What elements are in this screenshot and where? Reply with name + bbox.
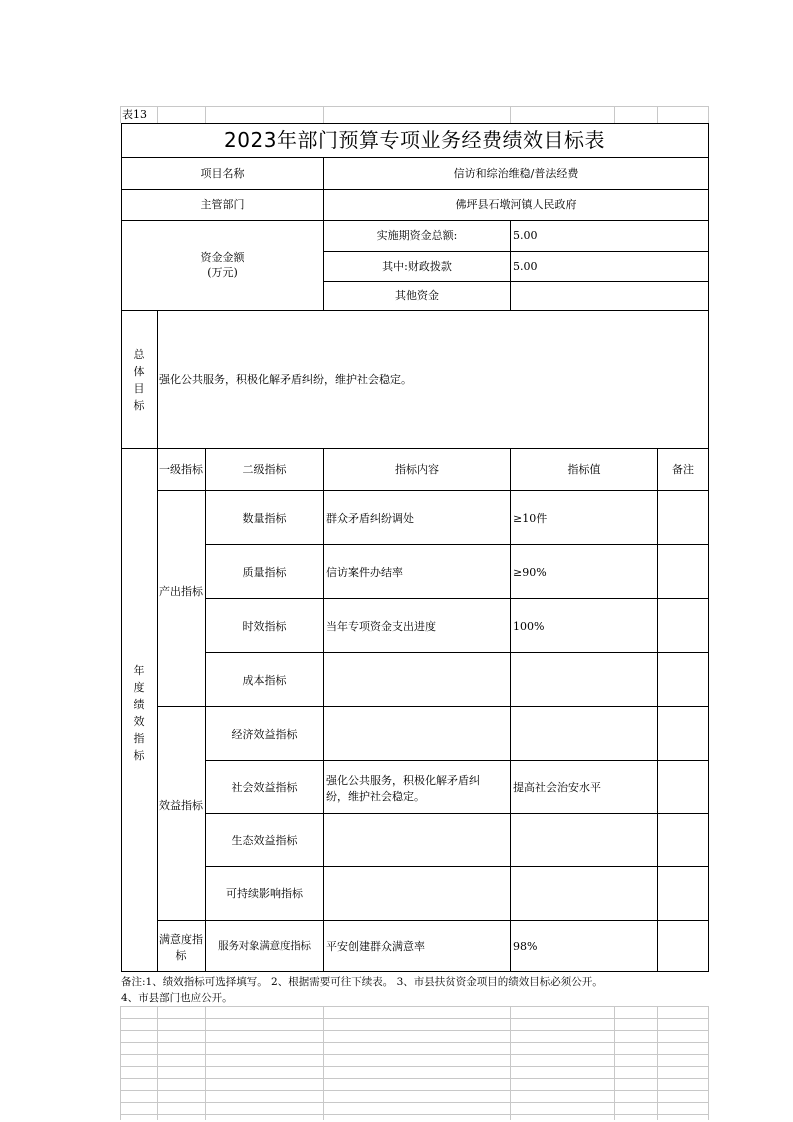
grid-line <box>120 1018 709 1019</box>
header-content: 指标内容 <box>395 463 439 476</box>
header-level1: 一级指标 <box>159 463 203 476</box>
department-value: 佛坪县石墩河镇人民政府 <box>455 198 577 211</box>
indicator-level2: 经济效益指标 <box>231 728 298 741</box>
indicator-content: 平安创建群众满意率 <box>326 940 425 953</box>
satisfaction-indicator-label: 满意度指标 <box>159 933 203 962</box>
output-indicator-label: 产出指标 <box>159 585 203 598</box>
indicator-value: ≥10件 <box>513 512 548 525</box>
grid-line <box>708 1006 709 1120</box>
indicator-level2: 质量指标 <box>242 566 287 579</box>
indicator-level2: 可持续影响指标 <box>226 887 303 900</box>
grid-line <box>510 1006 511 1120</box>
indicator-level2: 时效指标 <box>242 620 287 633</box>
project-name-label: 项目名称 <box>200 167 245 180</box>
grid-line <box>120 1090 709 1091</box>
grid-line <box>157 1006 158 1120</box>
grid-line <box>657 1006 658 1120</box>
indicator-level2: 数量指标 <box>242 512 287 525</box>
page-title: 2023年部门预算专项业务经费绩效目标表 <box>224 128 605 152</box>
benefit-indicator-label: 效益指标 <box>159 799 203 812</box>
header-remark: 备注 <box>672 463 694 476</box>
indicator-content: 当年专项资金支出进度 <box>326 620 436 633</box>
funds-fiscal-label: 其中:财政拨款 <box>382 260 452 273</box>
indicator-level2: 服务对象满意度指标 <box>218 940 311 952</box>
indicator-content: 强化公共服务，积极化解矛盾纠 纷，维护社会稳定。 <box>326 774 480 803</box>
indicator-content: 群众矛盾纠纷调处 <box>326 512 414 525</box>
grid-line <box>120 1030 709 1031</box>
footnote-line-1: 备注:1、绩效指标可选择填写。 2、根据需要可往下续表。 3、市县扶贫资金项目的绩效目标必须公开。 <box>121 976 603 988</box>
grid-line <box>120 1102 709 1103</box>
grid-line <box>120 1114 709 1115</box>
grid-line <box>120 1066 709 1067</box>
indicator-level2: 社会效益指标 <box>231 781 298 794</box>
header-value: 指标值 <box>567 463 601 476</box>
funds-fiscal-value: 5.00 <box>513 260 538 273</box>
grid-line <box>614 1006 615 1120</box>
grid-line <box>120 1042 709 1043</box>
indicator-value: 100% <box>513 620 545 633</box>
overall-goal-text: 强化公共服务，积极化解矛盾纠纷，维护社会稳定。 <box>159 373 412 386</box>
indicator-content: 信访案件办结率 <box>326 566 403 579</box>
overall-goal-label: 总体目标 <box>133 348 145 412</box>
grid-line <box>323 1006 324 1120</box>
department-label: 主管部门 <box>200 198 245 211</box>
footnote-line-2: 4、市县部门也应公开。 <box>121 992 233 1004</box>
funds-total-value: 5.00 <box>513 229 538 242</box>
grid-line <box>205 1006 206 1120</box>
indicator-level2: 生态效益指标 <box>231 834 298 847</box>
annual-indicator-label: 年度绩效指标 <box>133 664 145 762</box>
grid-line <box>120 1006 709 1007</box>
grid-line <box>120 1054 709 1055</box>
indicator-value: 98% <box>513 940 538 953</box>
project-name-value: 信访和综治维稳/普法经费 <box>453 167 579 180</box>
indicator-value: 提高社会治安水平 <box>513 781 601 794</box>
sheet-label: 表13 <box>122 108 147 121</box>
header-level2: 二级指标 <box>242 463 287 476</box>
grid-line <box>120 1006 121 1120</box>
indicator-value: ≥90% <box>513 566 547 579</box>
funds-total-label: 实施期资金总额: <box>376 229 458 242</box>
grid-line <box>120 1078 709 1079</box>
funds-other-label: 其他资金 <box>395 289 439 302</box>
funds-label: 资金金额 (万元) <box>200 251 245 279</box>
indicator-level2: 成本指标 <box>242 674 287 687</box>
